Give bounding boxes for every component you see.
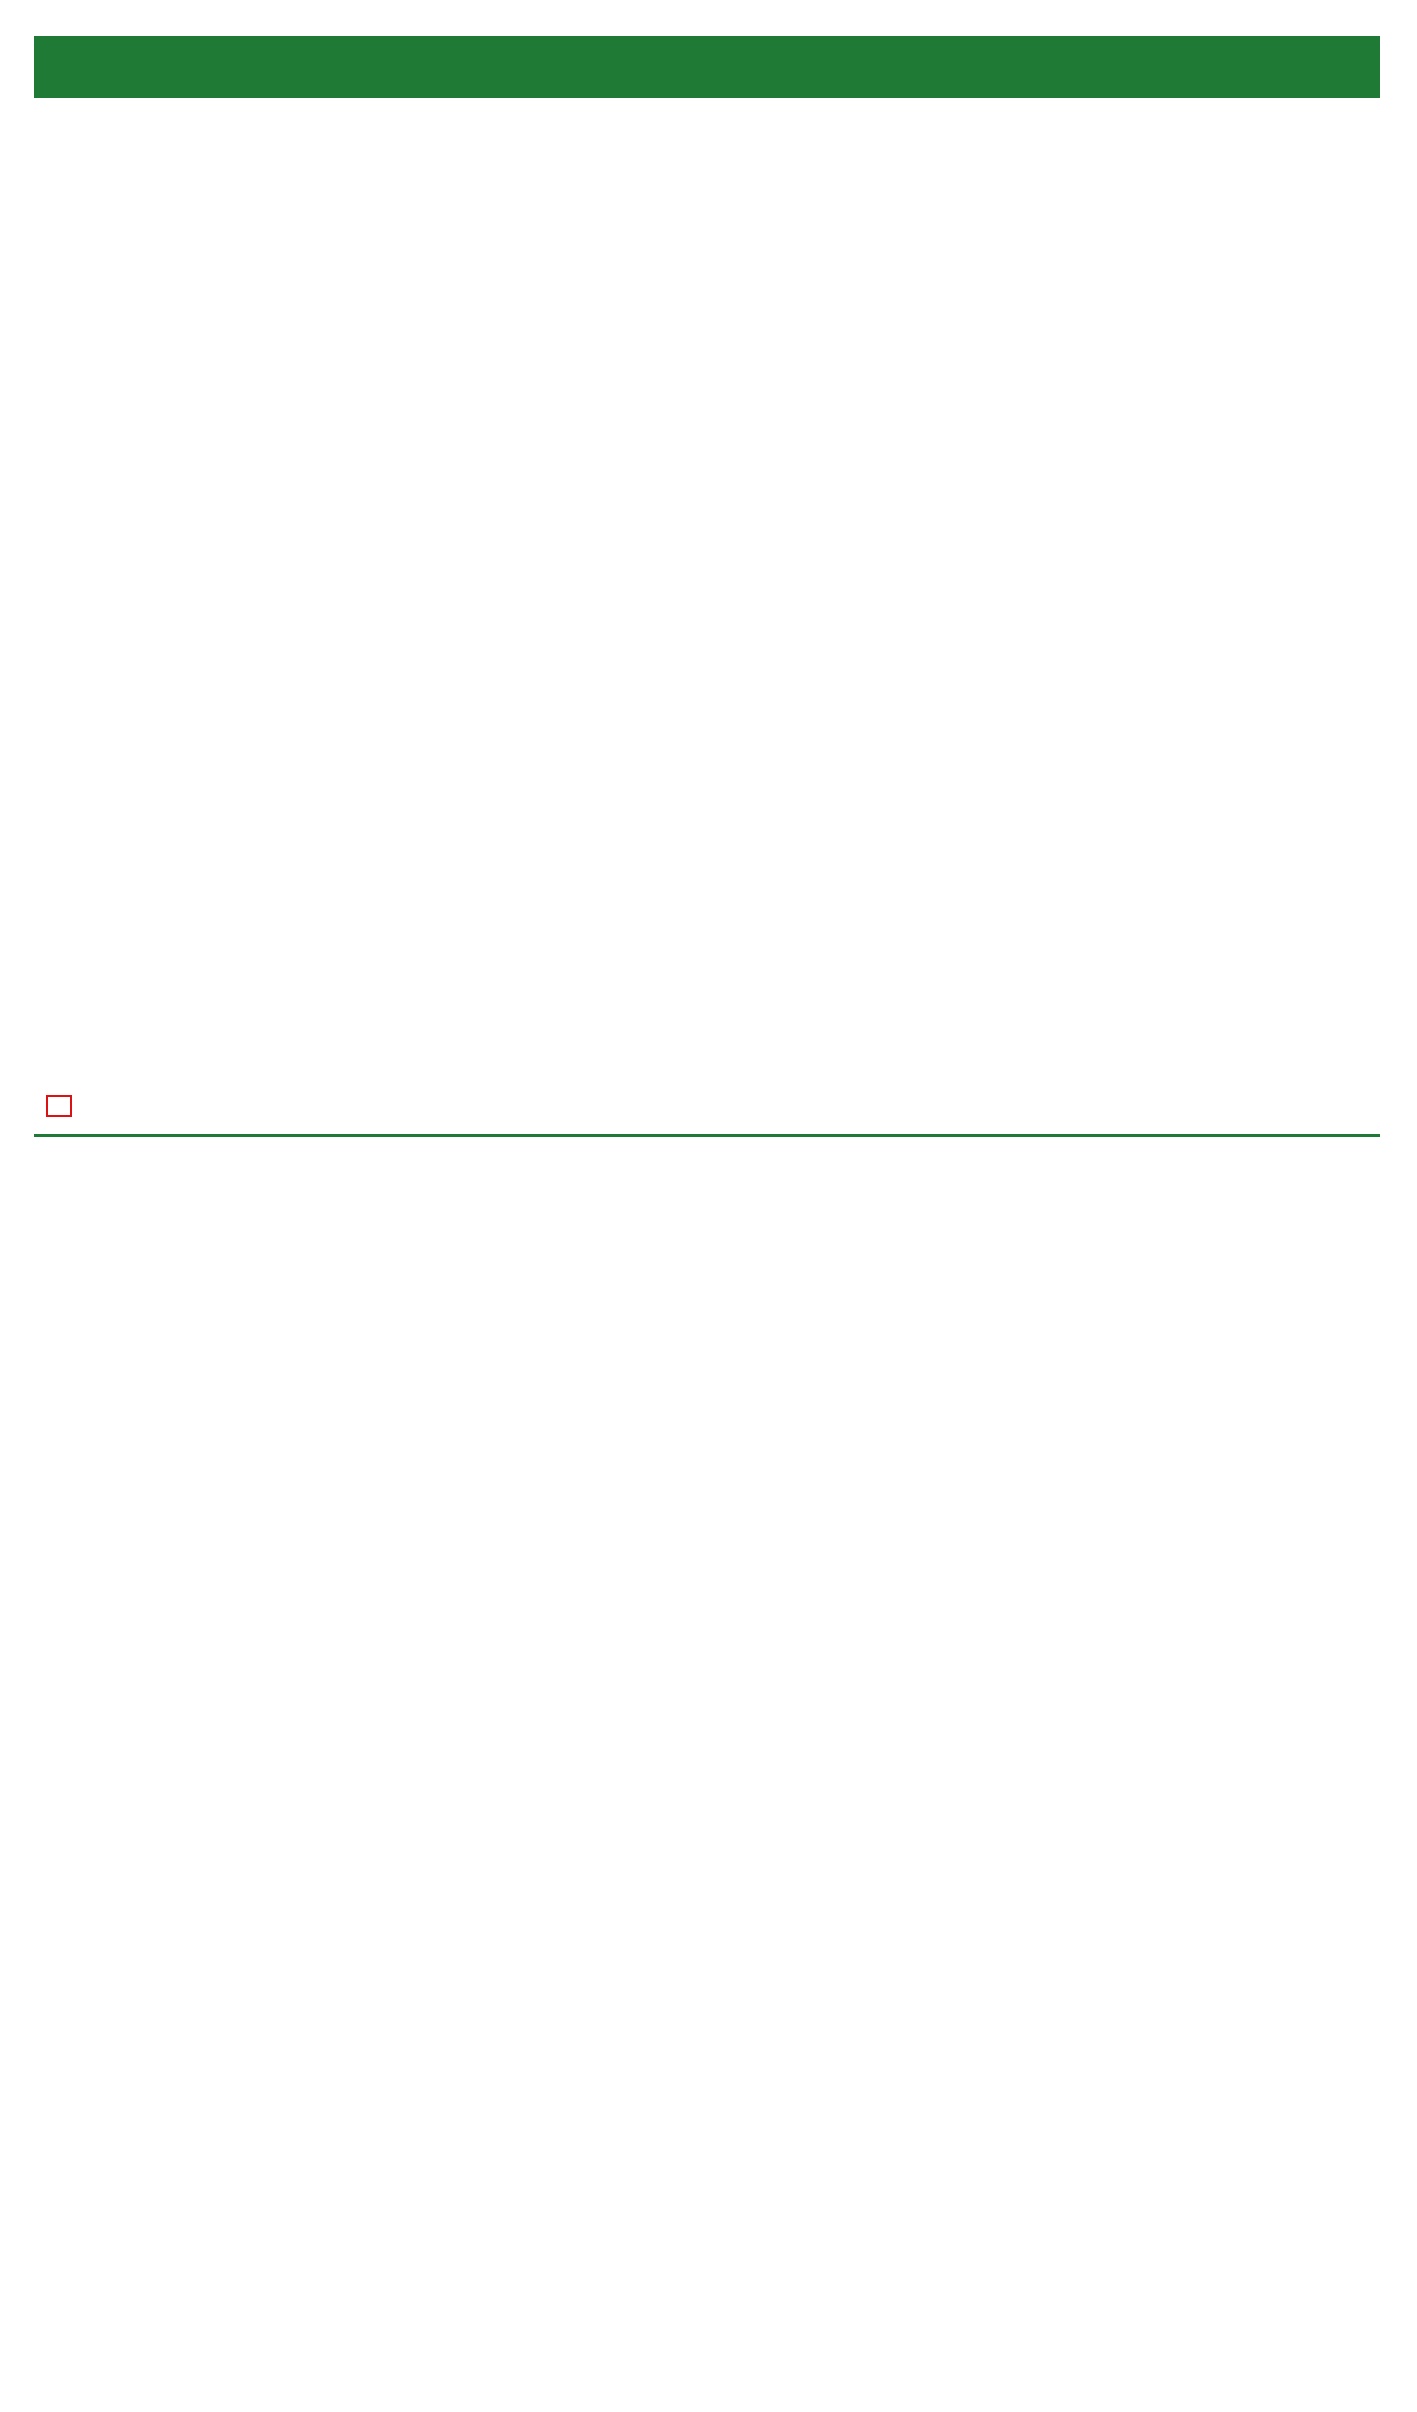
list-column-1 (34, 1142, 248, 2404)
top-banner (34, 36, 1380, 98)
list-column-3 (572, 1142, 786, 2404)
claim-line (34, 1086, 1380, 1126)
headline (34, 1026, 1380, 1082)
admitted-student-photo-grid (46, 350, 1370, 1020)
section-divider (34, 1134, 1380, 1137)
seal-stamp (46, 1095, 72, 1117)
top-student-row (50, 164, 1366, 342)
list-column-4 (841, 1142, 1055, 2404)
subheadline (34, 106, 1380, 156)
list-column-5 (1110, 1142, 1324, 2404)
list-column-2 (303, 1142, 517, 2404)
